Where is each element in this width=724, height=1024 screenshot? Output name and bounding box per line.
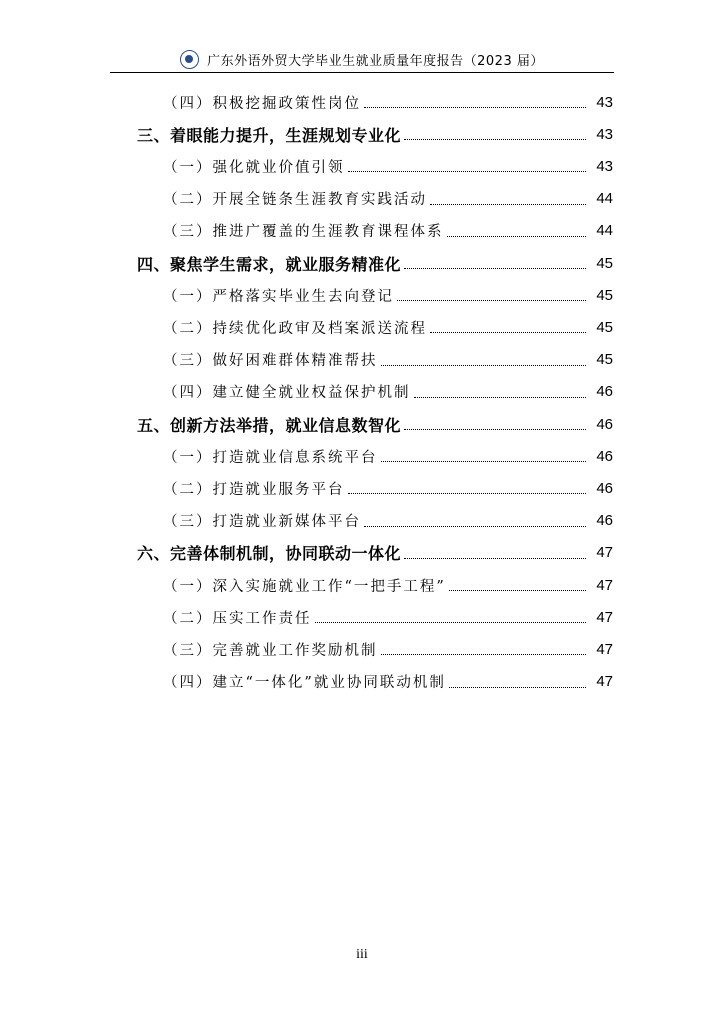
dot-leader [381, 653, 587, 655]
toc-entry-label: （一）深入实施就业工作“一把手工程” [163, 578, 446, 595]
toc-subsection-entry[interactable] [163, 313, 613, 341]
university-seal-icon [180, 50, 199, 69]
toc-entry-page: 47 [596, 576, 613, 594]
dot-leader [414, 396, 587, 398]
toc-entry-label: （三）打造就业新媒体平台 [163, 514, 361, 531]
dot-leader [381, 364, 587, 366]
dot-leader [404, 557, 586, 559]
toc-entry-label: （二）持续优化政审及档案派送流程 [163, 320, 427, 337]
toc-subsection-entry[interactable] [163, 507, 613, 535]
toc-entry-page: 46 [596, 415, 613, 433]
dot-leader [449, 686, 586, 688]
toc-entry-label: （一）强化就业价值引领 [163, 159, 345, 176]
toc-entry-page: 43 [596, 93, 613, 111]
toc-section-entry[interactable] [137, 249, 613, 277]
toc-subsection-entry[interactable] [163, 603, 613, 631]
dot-leader [348, 170, 587, 172]
page-number: iii [356, 947, 368, 962]
dot-leader [348, 492, 587, 494]
dot-leader [381, 460, 587, 462]
toc-entry-label: 六、完善体制机制，协同联动一体化 [137, 544, 402, 564]
toc-entry-page: 47 [596, 673, 613, 691]
toc-entry-page: 47 [596, 640, 613, 658]
toc-subsection-entry[interactable] [163, 378, 613, 406]
dot-leader [364, 525, 586, 527]
toc-entry-page: 45 [596, 286, 613, 304]
toc-subsection-entry[interactable] [163, 185, 613, 213]
toc-entry-page: 43 [596, 125, 613, 143]
toc-entry-page: 44 [596, 190, 613, 208]
toc-entry-label: （三）推进广覆盖的生涯教育课程体系 [163, 224, 444, 241]
toc-entry-label: （三）完善就业工作奖励机制 [163, 642, 378, 659]
report-title: 广东外语外贸大学毕业生就业质量年度报告（2023 届） [207, 53, 544, 69]
toc-entry-label: 四、聚焦学生需求，就业服务精准化 [137, 254, 402, 274]
toc-subsection-entry[interactable] [163, 152, 613, 180]
dot-leader [397, 299, 586, 301]
toc-entry-page: 43 [596, 157, 613, 175]
toc-entry-page: 46 [596, 447, 613, 465]
toc-entry-page: 45 [596, 351, 613, 369]
page-header [110, 46, 614, 73]
dot-leader [404, 428, 586, 430]
toc-entry-label: （三）做好困难群体精准帮扶 [163, 353, 378, 370]
toc-entry-label: 五、创新方法举措，就业信息数智化 [137, 415, 402, 435]
dot-leader [315, 621, 587, 623]
toc-entry-label: （四）积极挖掘政策性岗位 [163, 95, 361, 112]
toc-entry-page: 45 [596, 254, 613, 272]
toc-entry-page: 46 [596, 383, 613, 401]
toc-subsection-entry[interactable] [163, 88, 613, 116]
toc-entry-label: （一）打造就业信息系统平台 [163, 449, 378, 466]
toc-subsection-entry[interactable] [163, 668, 613, 696]
toc-entry-page: 46 [596, 479, 613, 497]
toc-subsection-entry[interactable] [163, 571, 613, 599]
dot-leader [364, 106, 586, 108]
toc-subsection-entry[interactable] [163, 346, 613, 374]
toc-subsection-entry[interactable] [163, 635, 613, 663]
toc-entry-page: 45 [596, 318, 613, 336]
toc-entry-page: 46 [596, 512, 613, 530]
dot-leader [430, 203, 586, 205]
toc-subsection-entry[interactable] [163, 281, 613, 309]
toc-entry-page: 47 [596, 544, 613, 562]
toc-entry-label: 三、着眼能力提升，生涯规划专业化 [137, 125, 402, 145]
toc-section-entry[interactable] [137, 120, 613, 148]
dot-leader [447, 235, 587, 237]
toc-entry-page: 44 [596, 222, 613, 240]
toc-entry-label: （一）严格落实毕业生去向登记 [163, 288, 394, 305]
toc-entry-label: （二）开展全链条生涯教育实践活动 [163, 192, 427, 209]
toc-subsection-entry[interactable] [163, 217, 613, 245]
toc-section-entry[interactable] [137, 539, 613, 567]
dot-leader [404, 138, 586, 140]
dot-leader [404, 267, 586, 269]
toc-entry-label: （四）建立“一体化”就业协同联动机制 [163, 675, 446, 692]
toc-entry-page: 47 [596, 608, 613, 626]
toc-entry-label: （二）打造就业服务平台 [163, 481, 345, 498]
dot-leader [430, 331, 586, 333]
toc-entry-label: （四）建立健全就业权益保护机制 [163, 385, 411, 402]
dot-leader [449, 589, 586, 591]
toc-entry-label: （二）压实工作责任 [163, 610, 312, 627]
toc-section-entry[interactable] [137, 410, 613, 438]
toc-subsection-entry[interactable] [163, 442, 613, 470]
toc-subsection-entry[interactable] [163, 474, 613, 502]
